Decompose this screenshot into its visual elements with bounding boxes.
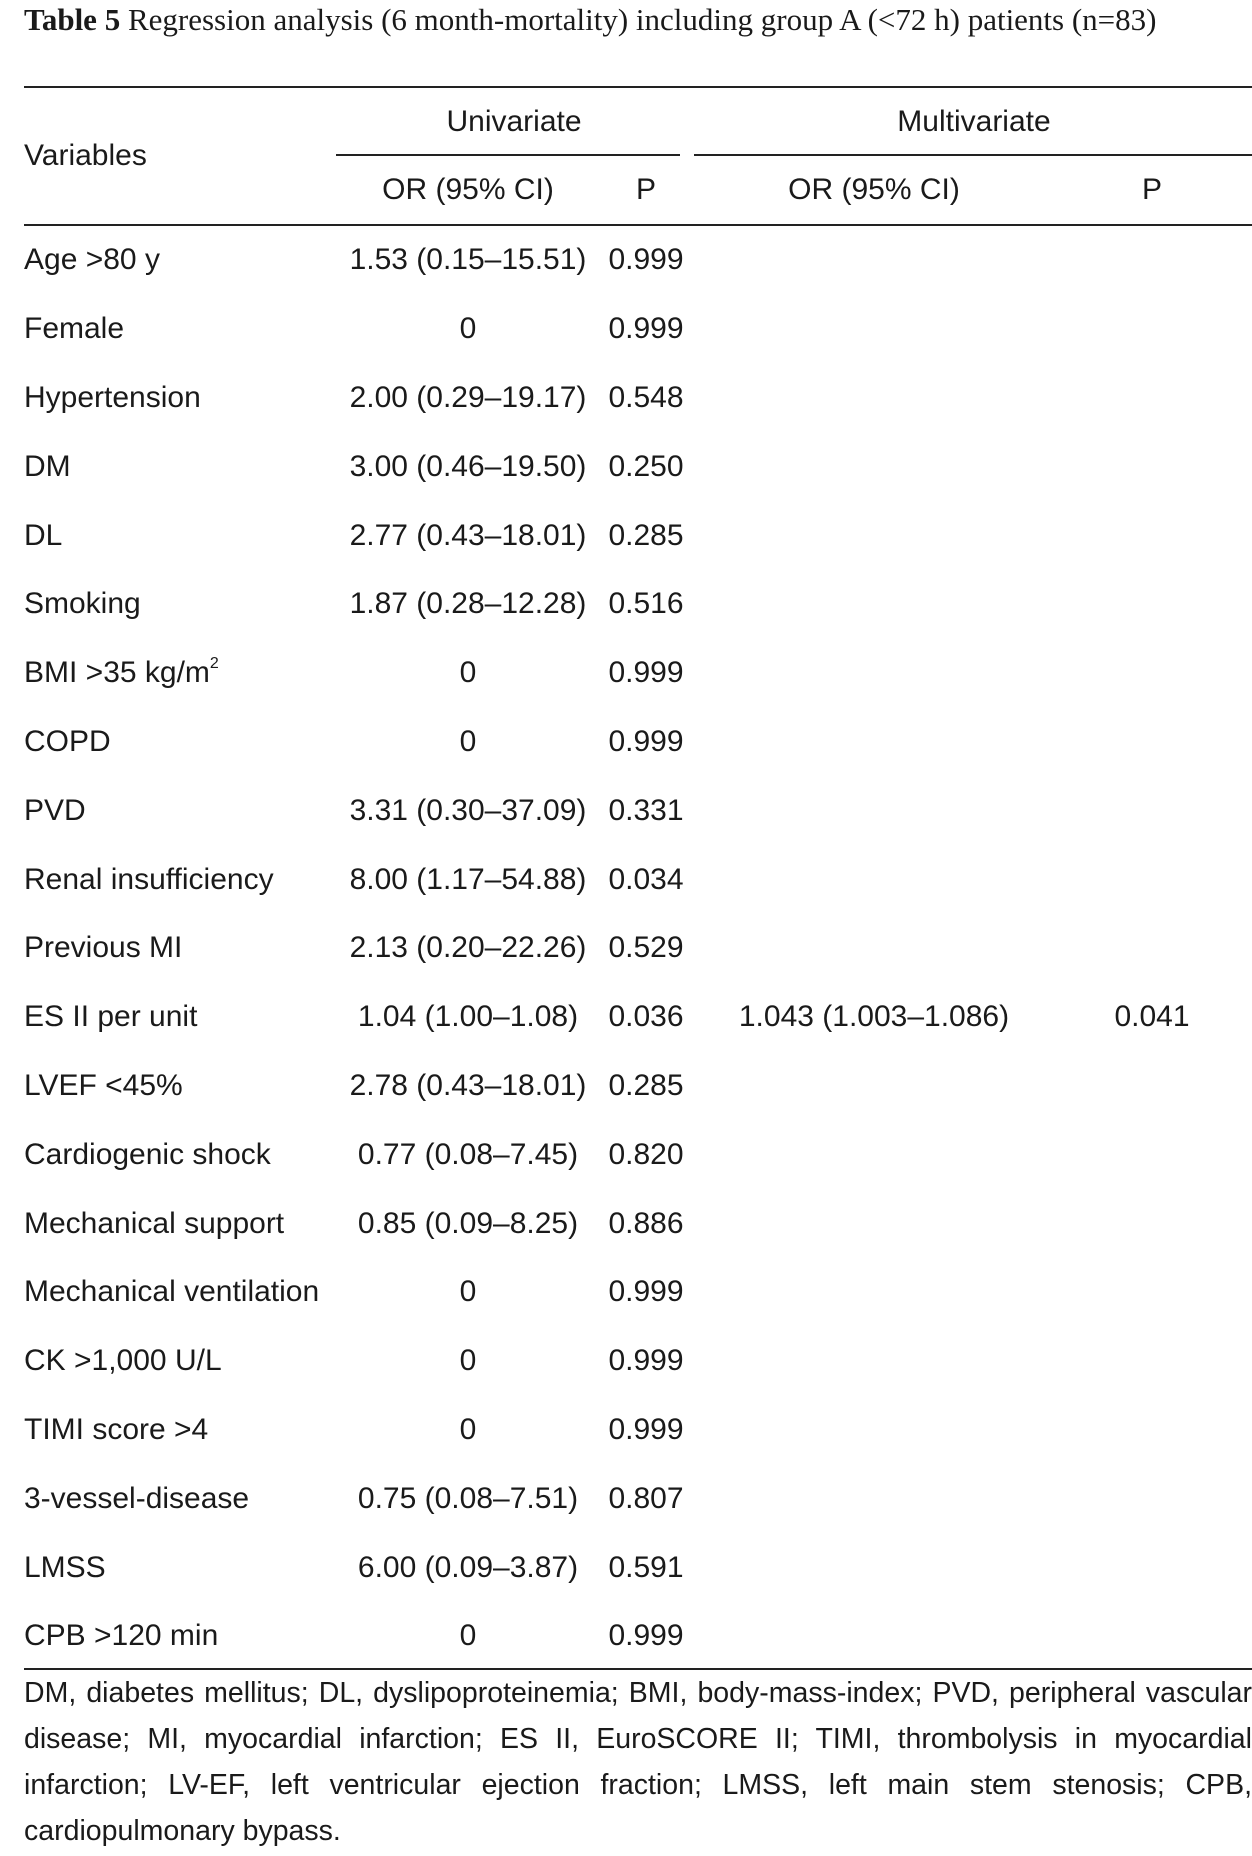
variable-cell-text: 3-vessel-disease (24, 1481, 250, 1515)
univariate-p-cell (600, 295, 692, 364)
univariate-or-cell (336, 364, 600, 433)
table-row (24, 639, 1252, 708)
univariate-p-cell-text: 0.999 (608, 656, 684, 690)
variable-cell (24, 1258, 336, 1327)
variable-cell (24, 914, 336, 983)
multivariate-p-header: P (1141, 173, 1162, 206)
univariate-or-cell (336, 914, 600, 983)
table-title: Regression analysis (6 month-mortality) including group A (<72 h) patients (n=83) (127, 2, 1157, 37)
variable-cell-text: ES II per unit (24, 1000, 198, 1034)
table-row (24, 1258, 1252, 1327)
variable-cell-text: COPD (24, 724, 111, 758)
multivariate-or-cell (696, 914, 1052, 983)
variable-cell (24, 501, 336, 570)
multivariate-p-cell (1052, 364, 1252, 433)
variables-header: Variables (24, 139, 147, 172)
table-row (24, 1327, 1252, 1396)
univariate-or-cell (336, 639, 600, 708)
univariate-or-cell (336, 1052, 600, 1121)
variable-cell (24, 983, 336, 1052)
univariate-or-cell-text: 2.00 (0.29–19.17) (349, 380, 587, 414)
variable-cell (24, 639, 336, 708)
univariate-or-header: OR (95% CI) (382, 173, 554, 206)
multivariate-or-cell (696, 708, 1052, 777)
univariate-or-cell-text: 0.75 (0.08–7.51) (357, 1481, 579, 1515)
univariate-or-cell-text: 0 (459, 312, 477, 346)
univariate-p-cell (600, 1602, 692, 1671)
univariate-p-cell-text: 0.331 (608, 793, 684, 827)
variable-cell (24, 364, 336, 433)
univariate-p-cell (600, 364, 692, 433)
multivariate-p-cell (1052, 295, 1252, 364)
variable-cell-text: TIMI score >4 (24, 1412, 209, 1446)
variable-cell (24, 1189, 336, 1258)
univariate-or-cell-text: 3.31 (0.30–37.09) (349, 793, 587, 827)
univariate-p-cell (600, 776, 692, 845)
table-row (24, 295, 1252, 364)
multivariate-or-cell (696, 1189, 1052, 1258)
multivariate-p-cell (1052, 708, 1252, 777)
univariate-p-cell-text: 0.999 (608, 1275, 684, 1309)
univariate-p-cell (600, 1327, 692, 1396)
variable-cell-text: BMI >35 kg/m (24, 656, 210, 690)
univariate-p-cell-text: 0.250 (608, 449, 684, 483)
univariate-or-cell (336, 1189, 600, 1258)
multivariate-header-label: Multivariate (897, 105, 1051, 138)
multivariate-p-cell (1052, 1464, 1252, 1533)
variable-cell (24, 776, 336, 845)
multivariate-or-header: OR (95% CI) (788, 173, 960, 206)
multivariate-or-cell (696, 225, 1052, 295)
univariate-or-cell (336, 432, 600, 501)
multivariate-or-cell (696, 432, 1052, 501)
multivariate-p-cell-text: 0.041 (1114, 1000, 1190, 1034)
univariate-p-cell (600, 1189, 692, 1258)
univariate-or-cell-text: 8.00 (1.17–54.88) (349, 862, 587, 896)
multivariate-p-cell (1052, 1189, 1252, 1258)
variable-cell (24, 708, 336, 777)
variable-cell-text: DM (24, 449, 71, 483)
variable-cell-text: PVD (24, 793, 86, 827)
table-row (24, 776, 1252, 845)
multivariate-p-cell (1052, 1396, 1252, 1465)
table-row (24, 914, 1252, 983)
univariate-or-cell (336, 1464, 600, 1533)
univariate-p-cell (600, 225, 692, 295)
table-row (24, 432, 1252, 501)
multivariate-rule (694, 154, 1252, 156)
variable-cell (24, 1120, 336, 1189)
multivariate-or-cell (696, 295, 1052, 364)
variable-cell-text: LVEF <45% (24, 1068, 183, 1102)
multivariate-p-cell (1052, 639, 1252, 708)
univariate-or-cell-text: 2.77 (0.43–18.01) (349, 518, 587, 552)
univariate-p-cell-text: 0.999 (608, 1344, 684, 1378)
univariate-or-cell-text: 0 (459, 1412, 477, 1446)
regression-table (24, 86, 1252, 1671)
univariate-or-cell-text: 0 (459, 1344, 477, 1378)
univariate-p-cell-text: 0.034 (608, 862, 684, 896)
variable-cell-text: Previous MI (24, 931, 183, 965)
univariate-or-cell (336, 501, 600, 570)
multivariate-or-cell (696, 1327, 1052, 1396)
univariate-p-cell (600, 1052, 692, 1121)
multivariate-p-cell (1052, 501, 1252, 570)
univariate-or-cell-text: 0 (459, 656, 477, 690)
table-row (24, 501, 1252, 570)
table-row (24, 570, 1252, 639)
univariate-or-cell (336, 708, 600, 777)
univariate-p-cell-text: 0.999 (608, 724, 684, 758)
multivariate-p-cell (1052, 570, 1252, 639)
univariate-p-cell (600, 1396, 692, 1465)
variable-cell-text: Hypertension (24, 380, 201, 414)
univariate-or-cell-text: 1.53 (0.15–15.51) (349, 243, 587, 277)
multivariate-p-cell (1052, 1258, 1252, 1327)
variable-cell-text: LMSS (24, 1550, 106, 1584)
multivariate-or-cell (696, 1602, 1052, 1671)
multivariate-p-cell (1052, 1120, 1252, 1189)
multivariate-p-cell (1052, 983, 1252, 1052)
univariate-or-cell-text: 2.13 (0.20–22.26) (349, 931, 587, 965)
univariate-or-cell (336, 1602, 600, 1671)
multivariate-p-cell (1052, 1602, 1252, 1671)
variable-cell-text: Cardiogenic shock (24, 1137, 271, 1171)
table-row (24, 1396, 1252, 1465)
variable-cell (24, 432, 336, 501)
univariate-or-cell-text: 0 (459, 1619, 477, 1653)
multivariate-or-cell (696, 570, 1052, 639)
table-row (24, 225, 1252, 295)
univariate-or-cell-text: 1.04 (1.00–1.08) (357, 1000, 579, 1034)
multivariate-or-cell (696, 501, 1052, 570)
univariate-p-cell-text: 0.999 (608, 243, 684, 277)
univariate-p-cell-text: 0.036 (608, 1000, 684, 1034)
univariate-p-cell (600, 1120, 692, 1189)
table-body (24, 225, 1252, 1671)
univariate-or-cell-text: 6.00 (0.09–3.87) (357, 1550, 579, 1584)
univariate-or-cell-text: 0 (459, 724, 477, 758)
table-label: Table 5 (24, 2, 121, 37)
variable-cell (24, 1602, 336, 1671)
multivariate-p-cell (1052, 225, 1252, 295)
univariate-p-cell (600, 570, 692, 639)
univariate-p-cell-text: 0.591 (608, 1550, 684, 1584)
multivariate-p-cell (1052, 914, 1252, 983)
univariate-or-cell (336, 845, 600, 914)
univariate-or-cell (336, 1120, 600, 1189)
univariate-p-cell-text: 0.820 (608, 1137, 684, 1171)
univariate-p-cell-text: 0.285 (608, 518, 684, 552)
multivariate-or-cell (696, 1120, 1052, 1189)
variable-cell-text: Renal insufficiency (24, 862, 274, 896)
variable-cell (24, 1533, 336, 1602)
multivariate-or-cell (696, 776, 1052, 845)
variable-cell (24, 1464, 336, 1533)
univariate-header-label: Univariate (446, 105, 582, 138)
univariate-or-cell-text: 0.85 (0.09–8.25) (357, 1206, 579, 1240)
univariate-p-header: P (635, 173, 656, 206)
multivariate-header (696, 87, 1252, 156)
univariate-or-cell (336, 295, 600, 364)
univariate-p-cell-text: 0.285 (608, 1068, 684, 1102)
univariate-or-cell (336, 1533, 600, 1602)
univariate-or-cell (336, 225, 600, 295)
variable-cell (24, 1052, 336, 1121)
multivariate-p-cell (1052, 1327, 1252, 1396)
univariate-or-cell (336, 983, 600, 1052)
variable-cell (24, 295, 336, 364)
univariate-p-cell (600, 1258, 692, 1327)
univariate-p-cell (600, 914, 692, 983)
variable-cell (24, 1327, 336, 1396)
univariate-or-cell-text: 2.78 (0.43–18.01) (349, 1068, 587, 1102)
variable-cell-text: Mechanical support (24, 1206, 285, 1240)
univariate-p-cell-text: 0.999 (608, 312, 684, 346)
variable-cell-text: CK >1,000 U/L (24, 1344, 222, 1378)
variable-cell-text: Mechanical ventilation (24, 1275, 320, 1309)
univariate-p-cell (600, 983, 692, 1052)
multivariate-or-cell-text: 1.043 (1.003–1.086) (738, 1000, 1010, 1034)
table-row (24, 1120, 1252, 1189)
univariate-p-cell (600, 708, 692, 777)
multivariate-or-cell (696, 1533, 1052, 1602)
multivariate-or-cell (696, 1258, 1052, 1327)
multivariate-or-cell (696, 639, 1052, 708)
univariate-p-cell (600, 501, 692, 570)
univariate-or-cell-text: 0.77 (0.08–7.45) (357, 1137, 579, 1171)
variable-cell (24, 1396, 336, 1465)
variable-cell-text: DL (24, 518, 63, 552)
univariate-header (336, 87, 692, 156)
univariate-p-cell-text: 0.886 (608, 1206, 684, 1240)
table-row (24, 1464, 1252, 1533)
table-row (24, 364, 1252, 433)
multivariate-or-cell (696, 845, 1052, 914)
table-row (24, 708, 1252, 777)
table-row (24, 1052, 1252, 1121)
multivariate-p-cell (1052, 845, 1252, 914)
table-row (24, 1533, 1252, 1602)
univariate-p-cell-text: 0.548 (608, 380, 684, 414)
univariate-or-cell-text: 1.87 (0.28–12.28) (349, 587, 587, 621)
table-caption (24, 0, 1252, 40)
univariate-p-cell (600, 1533, 692, 1602)
multivariate-p-cell (1052, 1052, 1252, 1121)
univariate-p-cell-text: 0.999 (608, 1619, 684, 1653)
univariate-or-cell (336, 1258, 600, 1327)
multivariate-p-cell (1052, 1533, 1252, 1602)
univariate-or-cell (336, 1396, 600, 1465)
variable-cell-text: Age >80 y (24, 243, 160, 277)
table-row (24, 1602, 1252, 1671)
univariate-rule (336, 154, 680, 156)
multivariate-or-cell (696, 1464, 1052, 1533)
univariate-or-cell (336, 776, 600, 845)
univariate-p-cell-text: 0.516 (608, 587, 684, 621)
table-row (24, 845, 1252, 914)
univariate-p-cell-text: 0.807 (608, 1481, 684, 1515)
table-footnote: DM, diabetes mellitus; DL, dyslipoproteinemia; BMI, body-mass-index; PVD, peripheral vascular disease; MI, myocardial infarction; ES II, EuroSCORE II; TIMI, thrombolysis in myocardial infarction; LV-EF, left ventricular ejection fraction; LMSS, left main stem stenosis; CPB, cardiopulmonary bypass. (24, 1677, 1252, 1847)
variable-cell-text: CPB >120 min (24, 1619, 219, 1653)
variable-cell (24, 845, 336, 914)
variable-cell (24, 570, 336, 639)
variable-cell-text: Female (24, 312, 125, 346)
univariate-p-cell (600, 639, 692, 708)
variable-cell-text: Smoking (24, 587, 141, 621)
multivariate-or-cell (696, 364, 1052, 433)
univariate-p-cell-text: 0.529 (608, 931, 684, 965)
univariate-p-cell (600, 432, 692, 501)
univariate-or-cell (336, 570, 600, 639)
multivariate-or-cell (696, 983, 1052, 1052)
univariate-p-cell (600, 845, 692, 914)
univariate-p-cell (600, 1464, 692, 1533)
multivariate-p-cell (1052, 776, 1252, 845)
multivariate-or-cell (696, 1052, 1052, 1121)
multivariate-p-cell (1052, 432, 1252, 501)
table-row (24, 983, 1252, 1052)
univariate-or-cell (336, 1327, 600, 1396)
multivariate-or-cell (696, 1396, 1052, 1465)
variable-cell (24, 225, 336, 295)
univariate-p-cell-text: 0.999 (608, 1412, 684, 1446)
superscript: 2 (209, 655, 219, 673)
table-row (24, 1189, 1252, 1258)
univariate-or-cell-text: 0 (459, 1275, 477, 1309)
univariate-or-cell-text: 3.00 (0.46–19.50) (349, 449, 587, 483)
table-page (24, 0, 1252, 1847)
